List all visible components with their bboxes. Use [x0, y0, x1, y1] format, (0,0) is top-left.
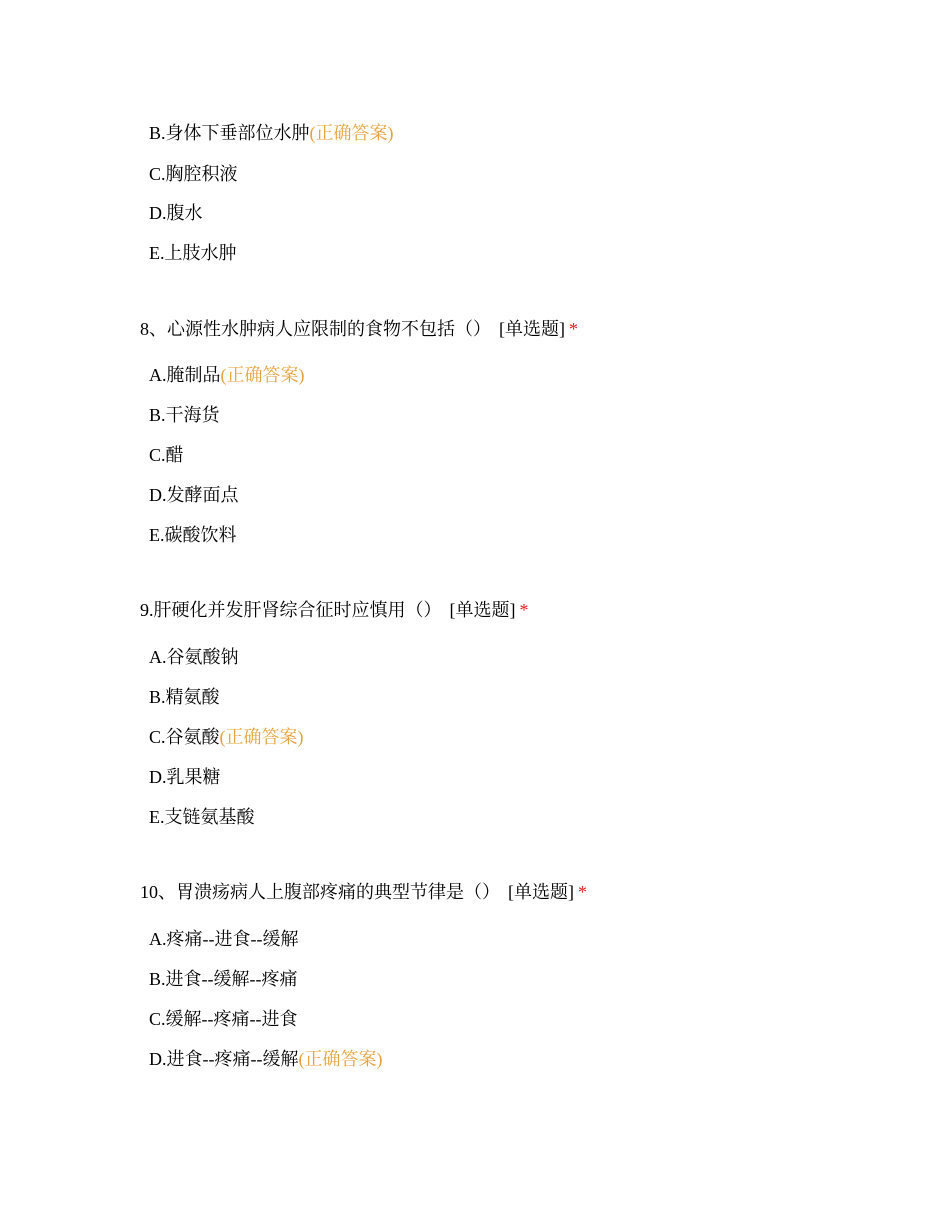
required-mark: *	[569, 319, 578, 339]
option-a: A.谷氨酸钠	[149, 647, 239, 667]
required-mark: *	[578, 882, 587, 902]
correct-answer-label: (正确答案)	[220, 365, 305, 385]
option-d: D.腹水	[149, 203, 203, 223]
option-d: D.进食--疼痛--缓解(正确答案)	[149, 1049, 383, 1069]
question-title: 10、胃溃疡病人上腹部疼痛的典型节律是（） [单选题] *	[140, 882, 587, 902]
option-b: B.干海货	[149, 405, 220, 425]
question-type: [单选题]	[499, 319, 565, 339]
option-b: B.精氨酸	[149, 687, 220, 707]
option-c: C.谷氨酸(正确答案)	[149, 727, 304, 747]
option-a: A.疼痛--进食--缓解	[149, 929, 299, 949]
option-d: D.发酵面点	[149, 485, 239, 505]
question-type: [单选题]	[508, 882, 574, 902]
option-d: D.乳果糖	[149, 767, 221, 787]
option-c: C.醋	[149, 445, 184, 465]
question-title: 9.肝硬化并发肝肾综合征时应慎用（） [单选题] *	[140, 600, 529, 620]
option-e: E.支链氨基酸	[149, 807, 255, 827]
question-type: [单选题]	[449, 600, 516, 620]
option-c: C.缓解--疼痛--进食	[149, 1009, 298, 1029]
correct-answer-label: (正确答案)	[298, 1049, 383, 1069]
required-mark: *	[519, 600, 529, 620]
correct-answer-label: (正确答案)	[219, 727, 304, 747]
option-b: B.身体下垂部位水肿(正确答案)	[149, 123, 394, 143]
option-a: A.腌制品(正确答案)	[149, 365, 305, 385]
option-e: E.上肢水肿	[149, 243, 237, 263]
question-title: 8、心源性水肿病人应限制的食物不包括（） [单选题] *	[140, 319, 578, 339]
option-e: E.碳酸饮料	[149, 525, 237, 545]
correct-answer-label: (正确答案)	[309, 123, 394, 143]
option-b: B.进食--缓解--疼痛	[149, 969, 298, 989]
option-c: C.胸腔积液	[149, 164, 238, 184]
